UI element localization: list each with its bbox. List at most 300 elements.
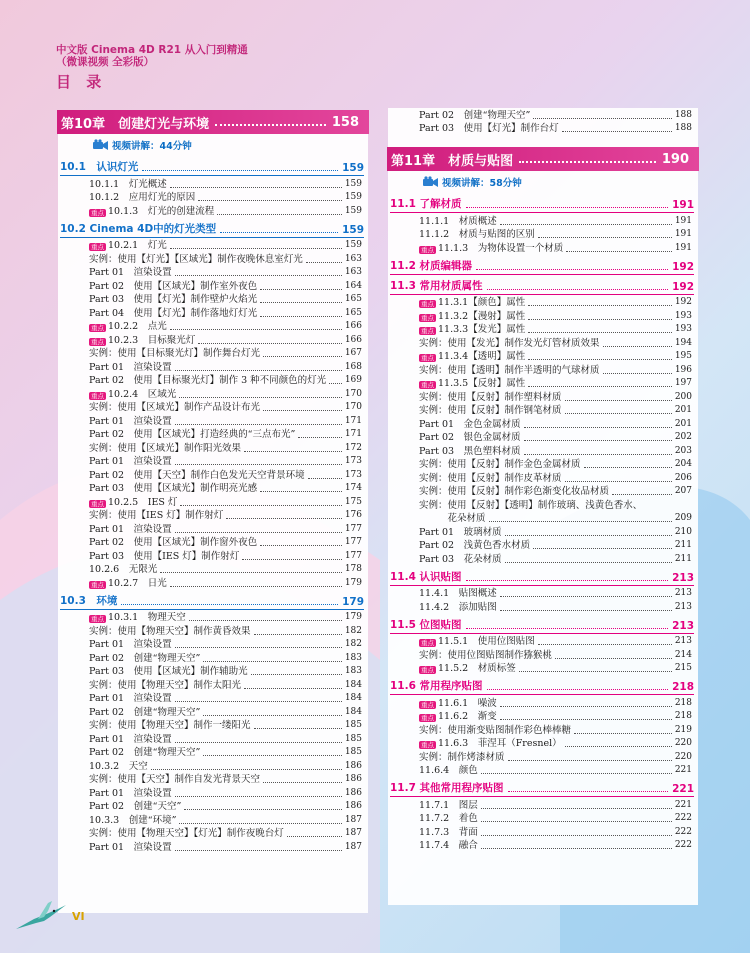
dot-leader [481, 773, 672, 774]
entry-title: Part 02 使用【区域光】打造经典的“三点布光” [89, 429, 296, 440]
dot-leader [203, 755, 342, 756]
entry-title: 11.7.4 融合 [419, 840, 478, 851]
dot-leader [263, 782, 342, 783]
page-number: 174 [344, 483, 362, 493]
dot-leader [533, 548, 672, 549]
dot-leader [175, 275, 342, 276]
dot-leader [175, 701, 342, 702]
page-number: 165 [344, 294, 362, 304]
entry-title: 实例：使用【发光】制作发光灯管材质效果 [419, 337, 600, 349]
toc-entry [58, 177, 368, 191]
key-point-badge: 重点 [421, 381, 434, 389]
entry-title: 10.1.1 灯光概述 [89, 178, 167, 190]
dot-leader [505, 562, 672, 563]
dot-leader [489, 521, 672, 522]
dot-leader [528, 386, 672, 387]
dot-leader [466, 628, 669, 629]
toc-entry [58, 204, 368, 218]
section-heading [60, 158, 364, 176]
toc-entry [58, 786, 368, 800]
dot-leader [500, 706, 672, 707]
toc-entry [388, 323, 698, 337]
toc-entry [58, 732, 368, 746]
page-number: 170 [344, 402, 362, 412]
key-point-badge: 重点 [91, 580, 104, 589]
video-camera-icon [92, 139, 109, 151]
key-point-badge: 重点 [91, 208, 104, 217]
page-number: 201 [674, 405, 692, 415]
chapter-heading [387, 147, 699, 171]
dot-leader [170, 187, 342, 188]
entry-title: Part 01 渲染设置 [89, 787, 172, 799]
dot-leader [263, 356, 342, 357]
entry-title: 11.5.2 材质标签 [438, 663, 516, 674]
dot-leader [198, 343, 342, 344]
toc-entry [58, 692, 368, 706]
entry-title: Part 04 使用【灯光】制作落地灯灯光 [89, 307, 258, 319]
entry-title: Part 01 渲染设置 [89, 733, 172, 745]
toc-entry [388, 812, 698, 826]
toc-entry [388, 635, 698, 649]
toc-entry [58, 266, 368, 280]
dot-leader [263, 410, 342, 411]
entry-title: Part 02 使用【区域光】制作室外夜色 [89, 280, 258, 292]
dot-leader [555, 658, 672, 659]
page-number: 175 [344, 496, 362, 507]
page-number: 191 [674, 229, 692, 239]
dot-leader [175, 464, 342, 465]
key-point-badge: 重点 [421, 354, 434, 362]
toc-entry [58, 759, 368, 773]
page-number: 220 [674, 738, 692, 748]
page-number: 164 [344, 280, 362, 291]
page-number: 159 [342, 162, 364, 174]
dot-leader [254, 728, 342, 729]
toc-entry [388, 404, 698, 418]
entry-title: Part 02 创建“物理天空” [419, 109, 531, 121]
entry-title: 11.6.3 菲涅耳（Fresnel） [438, 738, 562, 749]
dot-leader [142, 170, 338, 171]
toc-entry [58, 414, 368, 428]
dot-leader [170, 329, 342, 330]
toc-entry [58, 840, 368, 854]
entry-title: Part 02 创建“物理天空” [89, 652, 201, 664]
page-number: 182 [344, 625, 362, 636]
page-number: 179 [342, 595, 364, 608]
page-number: 158 [331, 114, 359, 130]
entry-title: 10.1 认识灯光 [60, 161, 139, 173]
toc-left-column [58, 110, 368, 913]
entry-title: 实例：使用【物理天空】【灯光】制作夜晚台灯 [89, 828, 284, 839]
page-number: 222 [674, 840, 692, 850]
toc-entry [388, 458, 698, 472]
page-number: 172 [344, 442, 362, 453]
section-heading [390, 568, 694, 586]
page-number: 213 [672, 571, 694, 584]
dot-leader [565, 400, 672, 401]
toc-entry [58, 495, 368, 509]
entry-title: 11.3.5【反射】属性 [438, 378, 526, 389]
entry-title: 11.1.1 材质概述 [419, 215, 497, 227]
toc-entry [388, 444, 698, 458]
toc-entry [388, 648, 698, 662]
dot-leader [566, 251, 672, 252]
page-number: 191 [672, 199, 694, 211]
entry-title: Part 01 金色金属材质 [419, 418, 521, 430]
toc-entry [388, 587, 698, 601]
entry-title: 11.3.3【发光】属性 [438, 324, 526, 335]
dot-leader [508, 760, 672, 761]
dot-leader [175, 424, 342, 425]
dot-leader [179, 397, 342, 398]
toc-entry [388, 798, 698, 812]
toc-entry [388, 498, 698, 512]
dot-leader [487, 689, 669, 690]
toc-entry [58, 827, 368, 841]
toc-entry [388, 696, 698, 710]
page-number: 207 [674, 486, 692, 496]
entry-title: Part 02 浅黄色香水材质 [419, 540, 531, 551]
page-header [56, 44, 248, 92]
entry-title: 11.2 材质编辑器 [390, 259, 473, 272]
dot-leader [306, 262, 342, 263]
entry-title: 实例：使用【天空】制作自发光背景天空 [89, 774, 261, 785]
toc-entry [58, 509, 368, 523]
dot-leader [254, 634, 342, 635]
dot-leader [151, 769, 342, 770]
toc-entry [388, 471, 698, 485]
dot-leader [505, 535, 672, 536]
entry-title: Part 02 创建“物理天空” [89, 747, 201, 758]
entry-title: Part 03 使用【IES 灯】制作射灯 [89, 550, 240, 562]
key-point-badge: 重点 [421, 666, 434, 674]
entry-title: Part 02 使用【区域光】制作窗外夜色 [89, 537, 258, 548]
page-number: 167 [344, 348, 362, 358]
entry-title: Part 03 使用【灯光】制作壁炉火焰光 [89, 294, 258, 305]
page-number: 186 [344, 801, 362, 811]
page-number: 170 [344, 388, 362, 399]
entry-title: 实例：使用【反射】制作塑料材质 [419, 391, 562, 403]
page-number: 220 [674, 751, 692, 762]
key-point-badge: 重点 [421, 313, 434, 322]
key-point-badge: 重点 [91, 499, 104, 508]
dot-leader [203, 661, 342, 662]
section-heading [60, 220, 364, 238]
page-number: 218 [674, 697, 692, 708]
dot-leader [179, 823, 341, 824]
section-heading [390, 257, 694, 275]
entry-title: 10.2 Cinema 4D中的灯光类型 [60, 222, 217, 235]
dot-leader [538, 644, 672, 645]
entry-title: 花朵材质 [419, 513, 486, 524]
entry-title: 10.2.6 无限光 [89, 564, 158, 575]
dot-leader [260, 316, 342, 317]
toc-title: 目 录 [56, 73, 107, 91]
section-heading [60, 592, 364, 610]
toc-entry [58, 347, 368, 361]
dot-leader [121, 604, 338, 605]
toc-entry [58, 522, 368, 536]
dot-leader [481, 848, 672, 849]
entry-title: 实例：使用【透明】制作半透明的气球材质 [419, 364, 600, 376]
page-number: 187 [344, 841, 362, 852]
page-number: 159 [344, 205, 362, 216]
dot-leader [500, 596, 672, 597]
entry-title: 11.5 位图贴图 [390, 618, 462, 631]
page-number: 201 [674, 418, 692, 429]
toc-entry [58, 773, 368, 787]
entry-title: 10.3 环境 [60, 594, 118, 607]
entry-title: 10.2.1 灯光 [108, 240, 167, 251]
dot-leader [565, 746, 672, 747]
page-number: 211 [674, 553, 692, 564]
page-number: 210 [674, 526, 692, 537]
toc-entry [388, 417, 698, 431]
video-label: 视频讲解：44分钟 [112, 141, 192, 152]
dot-leader [298, 437, 342, 438]
page-number: 213 [674, 601, 692, 612]
key-point-badge: 重点 [421, 327, 434, 335]
dot-leader [329, 383, 342, 384]
key-point-badge: 重点 [91, 391, 104, 400]
toc-entry [58, 360, 368, 374]
toc-entry [388, 377, 698, 391]
dot-leader [524, 454, 672, 455]
page-number: 185 [344, 720, 362, 730]
page-number: 206 [674, 472, 692, 483]
page-number: 163 [344, 267, 362, 277]
page-number: 166 [344, 321, 362, 331]
page-number: 186 [344, 787, 362, 798]
page-number: 187 [344, 814, 362, 825]
entry-title: 实例：使用【区域光】制作产品设计布光 [89, 402, 261, 413]
key-point-badge: 重点 [91, 243, 104, 251]
entry-title: 第11章 材质与贴图 [391, 153, 514, 169]
toc-entry [58, 746, 368, 760]
dot-leader [198, 200, 342, 201]
toc-entry [58, 428, 368, 442]
entry-title: 10.1.3 灯光的创建流程 [108, 205, 215, 217]
page-number: 173 [344, 456, 362, 466]
toc-entry [58, 306, 368, 320]
page-number: 159 [344, 240, 362, 250]
page-number: 159 [342, 223, 364, 236]
toc-entry [388, 122, 698, 136]
page-number: 209 [674, 513, 692, 523]
page-number: 204 [674, 459, 692, 469]
toc-entry [58, 239, 368, 253]
entry-title: 11.1.2 材质与贴图的区别 [419, 229, 535, 240]
toc-entry [388, 214, 698, 228]
entry-title: 10.3.3 创建“环境” [89, 814, 177, 826]
page-number: 184 [344, 706, 362, 717]
entry-title: 10.1.2 应用灯光的原因 [89, 192, 196, 203]
toc-entry [58, 191, 368, 205]
page-number: 197 [674, 378, 692, 388]
page-number: 188 [674, 109, 692, 120]
dot-leader [508, 791, 669, 792]
toc-entry [58, 678, 368, 692]
entry-title: 11.3.2【漫射】属性 [438, 310, 526, 322]
dot-leader [287, 836, 342, 837]
page-number: 222 [674, 813, 692, 823]
entry-title: 实例：使用【反射】制作金色金属材质 [419, 459, 581, 470]
entry-title: 11.3.1【颜色】属性 [438, 297, 526, 308]
toc-entry [58, 320, 368, 334]
page-number: 213 [674, 636, 692, 646]
entry-title: 11.4.1 贴图概述 [419, 588, 497, 599]
dot-leader [538, 237, 672, 238]
section-heading [390, 277, 694, 295]
toc-entry [388, 296, 698, 310]
dot-leader [500, 610, 672, 611]
dot-leader [574, 733, 672, 734]
toc-entry [58, 536, 368, 550]
dot-leader [524, 440, 672, 441]
entry-title: 实例：使用【物理天空】制作一缕阳光 [89, 720, 251, 731]
page-number: 179 [344, 577, 362, 588]
page-number: 184 [344, 679, 362, 690]
dot-leader [242, 559, 342, 560]
toc-entry [388, 309, 698, 323]
dot-leader [603, 346, 672, 347]
dot-leader [175, 647, 342, 648]
page-number: 192 [672, 280, 694, 293]
page-number: 173 [344, 469, 362, 480]
toc-entry [58, 665, 368, 679]
dot-leader [226, 518, 342, 519]
entry-title: Part 01 渲染设置 [89, 456, 172, 467]
entry-title: 实例：使用【灯光】【区域光】制作夜晚休息室灯光 [89, 253, 303, 265]
video-camera-icon [422, 176, 439, 188]
page-number: 171 [344, 429, 362, 439]
entry-title: Part 01 渲染设置 [89, 693, 172, 704]
toc-entry [388, 662, 698, 676]
entry-title: Part 01 渲染设置 [89, 841, 172, 853]
page-number: 195 [674, 351, 692, 361]
dot-leader [528, 305, 672, 306]
page-number: 192 [674, 297, 692, 307]
toc-entry [58, 800, 368, 814]
toc-right-column [388, 108, 698, 905]
dot-leader [565, 413, 672, 414]
dot-leader [175, 742, 342, 743]
entry-title: Part 01 渲染设置 [89, 415, 172, 427]
entry-title: 实例：使用【反射】【透明】制作玻璃、浅黄色香水、 [419, 499, 643, 511]
entry-title: 10.2.4 区域光 [108, 388, 177, 400]
page-number: 166 [344, 334, 362, 345]
entry-title: 11.6.4 颜色 [419, 765, 478, 776]
page-number: 186 [344, 774, 362, 784]
dot-leader [466, 580, 669, 581]
hummingbird-icon [14, 899, 68, 933]
page-number: 221 [672, 783, 694, 795]
entry-title: Part 03 使用【区域光】制作明亮光感 [89, 483, 258, 494]
page-number: 185 [344, 747, 362, 757]
entry-title: 实例：使用【反射】制作钢笔材质 [419, 405, 562, 416]
toc-entry [388, 512, 698, 526]
dot-leader [476, 269, 668, 270]
dot-leader [466, 207, 669, 208]
toc-entry [388, 241, 698, 255]
dot-leader [189, 620, 342, 621]
section-heading [390, 677, 694, 695]
toc-entry [58, 401, 368, 415]
dot-leader [562, 131, 672, 132]
key-point-badge: 重点 [91, 615, 104, 623]
dot-leader [260, 545, 342, 546]
dot-leader [481, 821, 672, 822]
entry-title: 11.3.4【透明】属性 [438, 351, 526, 362]
toc-entry [388, 485, 698, 499]
spacer [388, 135, 698, 147]
toc-entry [58, 549, 368, 563]
page-number: 222 [674, 826, 692, 837]
page-number: 221 [674, 799, 692, 810]
video-duration [58, 134, 368, 156]
page-number: 192 [672, 260, 694, 273]
dot-leader [184, 809, 342, 810]
page-number: 196 [674, 364, 692, 375]
entry-title: Part 02 创建“天空” [89, 801, 182, 812]
toc-entry [58, 441, 368, 455]
entry-title: Part 01 玻璃材质 [419, 526, 502, 538]
key-point-badge: 重点 [91, 324, 104, 332]
entry-title: 11.4 认识贴图 [390, 570, 462, 583]
entry-title: 10.3.1 物理天空 [108, 612, 186, 623]
key-point-badge: 重点 [421, 300, 434, 308]
toc-entry [388, 350, 698, 364]
page-number: 218 [674, 711, 692, 721]
toc-entry [388, 710, 698, 724]
book-subtitle: （微课视频 全彩版） [56, 56, 155, 68]
dot-leader [175, 796, 342, 797]
entry-title: 11.6 常用程序贴图 [390, 680, 483, 692]
dot-leader [170, 586, 342, 587]
dot-leader [519, 671, 672, 672]
page-number: 203 [674, 445, 692, 456]
page-number: 190 [661, 151, 689, 167]
toc-entry [388, 539, 698, 553]
entry-title: 10.2.3 目标聚光灯 [108, 334, 196, 346]
entry-title: 实例：使用【反射】制作皮革材质 [419, 472, 562, 484]
toc-entry [388, 431, 698, 445]
page-number: 165 [344, 307, 362, 318]
toc-entry [58, 252, 368, 266]
toc-entry [58, 563, 368, 577]
page-number: 183 [344, 666, 362, 676]
dot-leader [244, 688, 342, 689]
key-point-badge: 重点 [421, 714, 434, 722]
key-point-badge: 重点 [421, 741, 434, 749]
dot-leader [170, 248, 342, 249]
entry-title: Part 03 使用【区域光】制作辅助光 [89, 666, 248, 677]
page-number: 193 [674, 310, 692, 321]
dot-leader [175, 532, 342, 533]
toc-entry [58, 638, 368, 652]
section-heading [390, 779, 694, 797]
video-duration [388, 171, 698, 193]
dot-leader [500, 719, 672, 720]
page-number: 185 [344, 733, 362, 744]
dot-leader [160, 572, 342, 573]
toc-entry [58, 651, 368, 665]
toc-entry [388, 839, 698, 853]
entry-title: Part 02 银色金属材质 [419, 432, 521, 443]
page-number: 191 [674, 242, 692, 253]
page-number: 168 [344, 361, 362, 372]
toc-entry [388, 737, 698, 751]
